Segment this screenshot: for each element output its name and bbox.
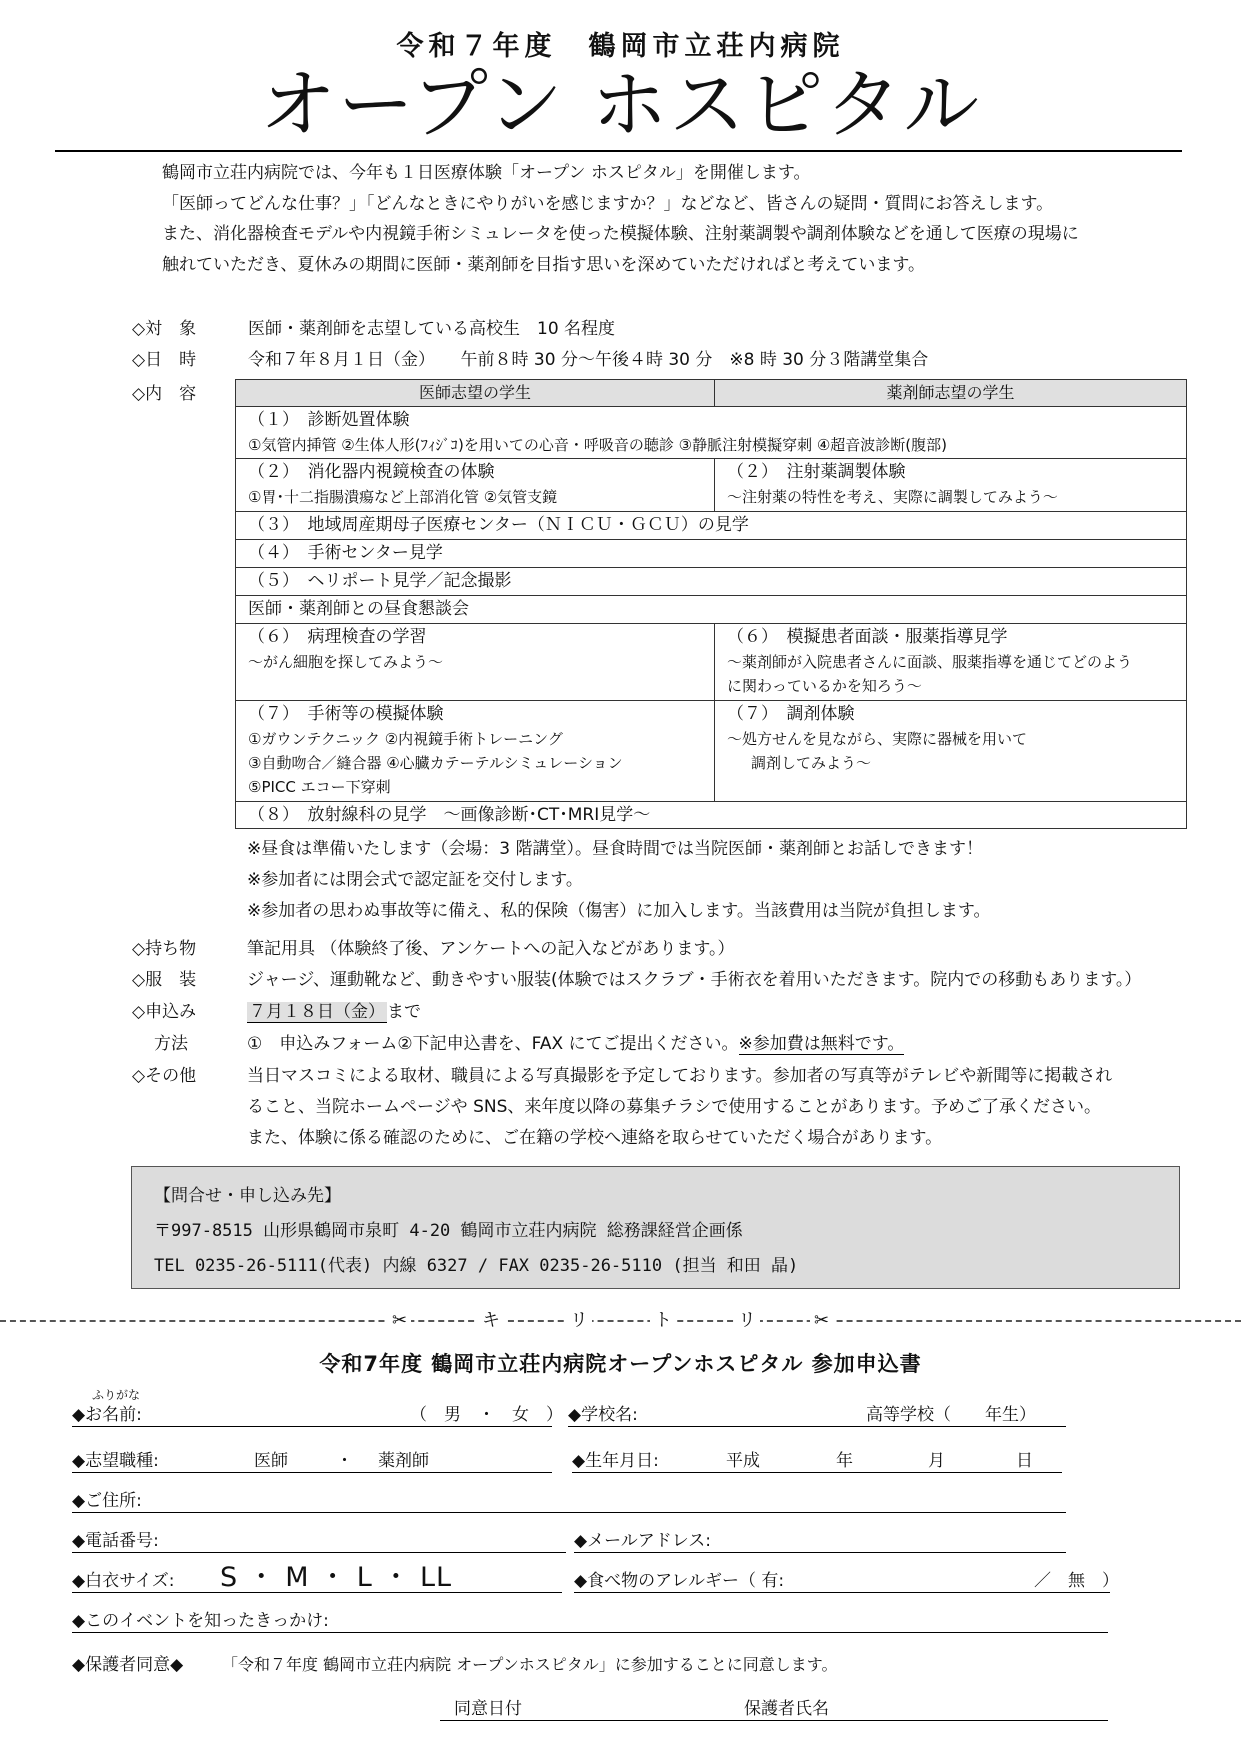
contact-title: 【問合せ・申し込み先】: [154, 1186, 341, 1206]
bring-label: ◇持ち物: [132, 939, 197, 959]
date-label: ◇日 時: [132, 350, 197, 370]
row-title: （１） 診断処置体験: [248, 410, 410, 430]
coat-size-options[interactable]: S ・ M ・ L ・ LL: [220, 1562, 453, 1593]
row-detail: ～がん細胞を探してみよう～: [248, 653, 444, 671]
row-title: （６） 病理検査の学習: [248, 627, 427, 647]
contact-box: [131, 1166, 1180, 1289]
allergy-label: ◆食べ物のアレルギー（ 有:: [574, 1571, 785, 1591]
table-row: （５） ヘリポート見学／記念撮影: [236, 568, 1187, 596]
target-label: ◇対 象: [132, 319, 197, 339]
table-row: [715, 459, 1187, 512]
method-text: ① 申込みフォーム②下記申込書を、FAX にてご提出ください。: [247, 1034, 739, 1054]
scissors-icon: ✂: [810, 1310, 833, 1332]
intro-line: また、消化器検査モデルや内視鏡手術シミュレータを使った模擬体験、注射薬調製や調剤体験などを通して医療の現場に: [162, 224, 1079, 244]
school-label: ◆学校名:: [568, 1405, 638, 1425]
contact-phone: TEL 0235-26-5111(代表) 内線 6327 / FAX 0235-26-5110 (担当 和田 晶): [154, 1256, 799, 1276]
table-row: [236, 407, 1187, 459]
table-row: （８） 放射線科の見学 ～画像診断･CT･MRI見学～: [236, 802, 1187, 829]
table-row: （３） 地域周産期母子医療センター（ＮＩＣＵ・ＧＣＵ）の見学: [236, 512, 1187, 540]
cut-char: ト: [650, 1310, 676, 1332]
cut-line: [0, 1320, 1241, 1322]
row-detail: ①ガウンテクニック ②内視鏡手術トレーニング: [248, 730, 563, 748]
row-title: （２） 注射薬調製体験: [727, 462, 906, 482]
table-row: [236, 459, 715, 512]
allergy-none[interactable]: ／ 無 ）: [1034, 1571, 1119, 1591]
target-value: 医師・薬剤師を志望している高校生 10 名程度: [248, 319, 616, 339]
apply-deadline: ７月１８日（金）: [249, 1002, 385, 1022]
table-header-doctor: 医師志望の学生: [236, 380, 715, 407]
row-detail: ～注射薬の特性を考え、実際に調製してみよう～: [727, 488, 1058, 506]
other-line: 当日マスコミによる取材、職員による写真撮影を予定しております。参加者の写真等がテレビや新聞等に掲載され: [247, 1066, 1113, 1086]
scissors-icon: ✂: [388, 1310, 411, 1332]
career-doctor-option[interactable]: 医師: [254, 1451, 288, 1471]
career-pharmacist-option[interactable]: 薬剤師: [378, 1451, 429, 1471]
name-field[interactable]: [72, 1426, 552, 1427]
wear-label: ◇服 装: [132, 970, 197, 990]
row-detail: ～薬剤師が入院患者さんに面談、服薬指導を通じてどのよう: [727, 653, 1133, 671]
consent-signature-field[interactable]: [440, 1720, 1108, 1721]
cut-char: リ: [566, 1310, 592, 1332]
header-subtitle: 令和７年度 鶴岡市立荘内病院: [396, 31, 845, 62]
trigger-field[interactable]: [72, 1632, 1108, 1633]
trigger-label: ◆このイベントを知ったきっかけ:: [72, 1611, 329, 1631]
intro-line: 「医師ってどんな仕事？」「どんなときにやりがいを感じますか？」などなど、皆さんの疑問・質問にお答えします。: [162, 193, 1054, 214]
intro-text: [162, 158, 1192, 280]
method-label: 方法: [154, 1034, 188, 1054]
address-label: ◆ご住所:: [72, 1491, 142, 1511]
career-label: ◆志望職種:: [72, 1451, 159, 1471]
program-table: [235, 379, 1187, 829]
row-detail: ①胃･十二指腸潰瘍など上部消化管 ②気管支鏡: [248, 488, 558, 506]
gender-choice[interactable]: （ 男 ・ 女 ）: [410, 1405, 563, 1425]
career-separator: ・: [336, 1451, 353, 1471]
notes: [247, 834, 991, 927]
intro-line: 触れていただき、夏休みの期間に医師・薬剤師を目指す思いを深めていただければと考えています。: [162, 254, 925, 275]
note-line: ※昼食は準備いたします（会場：3 階講堂）。昼食時間では当院医師・薬剤師とお話しできます！: [247, 839, 983, 859]
apply-label: ◇申込み: [132, 1002, 197, 1022]
header-divider: [55, 150, 1182, 152]
row-title: （７） 手術等の模擬体験: [248, 704, 444, 724]
allergy-field[interactable]: [574, 1592, 1110, 1593]
row-detail: ⑤PICC エコー下穿刺: [248, 778, 391, 796]
other-line: また、体験に係る確認のために、ご在籍の学校へ連絡を取らせていただく場合があります。: [247, 1128, 943, 1148]
method-value: [247, 1029, 904, 1059]
birth-year-label: 年: [836, 1451, 853, 1471]
birth-era: 平成: [726, 1451, 760, 1471]
other-text: [247, 1061, 1112, 1154]
email-label: ◆メールアドレス:: [574, 1531, 711, 1551]
name-label: ◆お名前:: [72, 1405, 142, 1425]
method-free-note: ※参加費は無料です。: [738, 1034, 905, 1054]
other-label: ◇その他: [132, 1066, 197, 1086]
table-row: [236, 624, 715, 701]
guardian-name-label: 保護者氏名: [744, 1699, 829, 1719]
contact-address: 〒997-8515 山形県鶴岡市泉町 4-20 鶴岡市立荘内病院 総務課経営企画係: [154, 1221, 743, 1241]
consent-label: ◆保護者同意◆: [72, 1655, 184, 1675]
page-title: オープン ホスピタル: [259, 60, 982, 149]
apply-suffix: まで: [387, 1002, 421, 1022]
birth-month-label: 月: [928, 1451, 945, 1471]
address-field[interactable]: [72, 1512, 1066, 1513]
table-row: [715, 701, 1187, 802]
cut-char: リ: [734, 1310, 760, 1332]
other-line: ること、当院ホームページや SNS、来年度以降の募集チラシで使用することがあります。予めご了承ください。: [247, 1097, 1102, 1117]
email-field[interactable]: [574, 1552, 1066, 1553]
row-detail: ①気管内挿管 ②生体人形(ﾌｨｼﾞｺ)を用いての心音・呼吸音の聴診 ③静脈注射模擬穿刺 ④超音波診断(腹部): [248, 436, 948, 454]
table-row: 医師・薬剤師との昼食懇談会: [236, 596, 1187, 624]
cut-char: キ: [478, 1310, 504, 1332]
table-row: （４） 手術センター見学: [236, 540, 1187, 568]
row-detail: ～処方せんを見ながら、実際に器械を用いて: [727, 730, 1028, 748]
bring-value: 筆記用具 （体験終了後、アンケートへの記入などがあります。）: [247, 939, 735, 959]
row-title: （６） 模擬患者面談・服薬指導見学: [727, 627, 1008, 647]
birth-day-label: 日: [1016, 1451, 1033, 1471]
table-header-pharmacist: 薬剤師志望の学生: [715, 380, 1187, 407]
phone-label: ◆電話番号:: [72, 1531, 159, 1551]
furigana-label: ふりがな: [92, 1388, 141, 1402]
coat-size-label: ◆白衣サイズ:: [72, 1571, 175, 1591]
content-label: ◇内 容: [132, 384, 197, 404]
career-field: [72, 1472, 552, 1473]
table-row: [236, 701, 715, 802]
phone-field[interactable]: [72, 1552, 566, 1553]
row-detail: 調剤してみよう～: [751, 754, 872, 772]
birth-field[interactable]: [572, 1472, 1062, 1473]
date-value: 令和７年８月１日（金） 午前８時 30 分～午後４時 30 分 ※8 時 30 分３階講堂集合: [248, 350, 929, 370]
row-title: （７） 調剤体験: [727, 704, 855, 724]
table-row: [715, 624, 1187, 701]
form-title: 令和7年度 鶴岡市立荘内病院オープンホスピタル 参加申込書: [319, 1352, 922, 1376]
birth-label: ◆生年月日:: [572, 1451, 659, 1471]
row-title: （２） 消化器内視鏡検査の体験: [248, 462, 495, 482]
wear-value: ジャージ、運動靴など、動きやすい服装(体験ではスクラブ・手術衣を着用いただきます。院内での移動もあります。）: [247, 970, 1142, 990]
apply-value: [247, 997, 421, 1027]
school-suffix: 高等学校（ 年生）: [866, 1405, 1036, 1425]
school-field[interactable]: [568, 1426, 1066, 1427]
consent-date-label: 同意日付: [454, 1699, 522, 1719]
row-detail: ③自動吻合／縫合器 ④心臓カテーテルシミュレーション: [248, 754, 623, 772]
consent-text: 「令和７年度 鶴岡市立荘内病院 オープンホスピタル」に参加することに同意します。: [222, 1655, 838, 1674]
coat-size-field: [72, 1592, 562, 1593]
note-line: ※参加者には閉会式で認定証を交付します。: [247, 870, 583, 890]
row-detail: に関わっているかを知ろう～: [727, 677, 922, 695]
intro-line: 鶴岡市立荘内病院では、今年も１日医療体験「オープン ホスピタル」を開催します。: [162, 163, 811, 183]
note-line: ※参加者の思わぬ事故等に備え、私的保険（傷害）に加入します。当該費用は当院が負担します。: [247, 901, 991, 921]
